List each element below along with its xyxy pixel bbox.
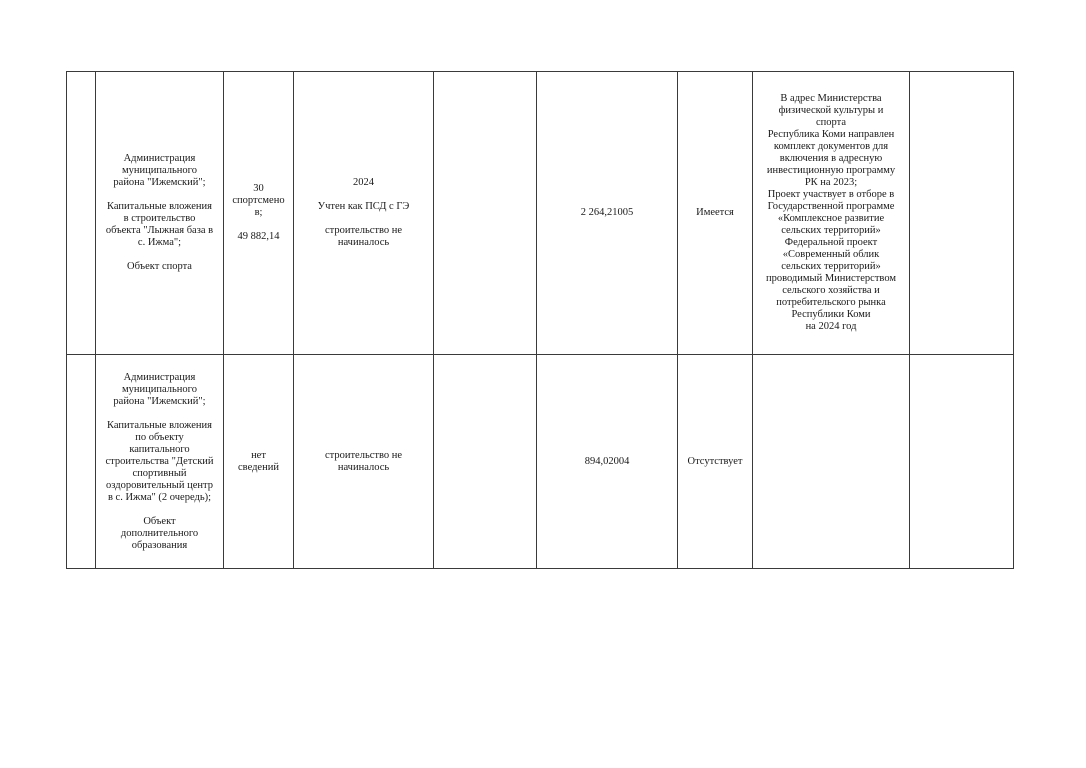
capacity-cell: 30 спортсмено в; 49 882,14 — [224, 72, 294, 355]
table-row — [67, 72, 1014, 355]
object-cell: Администрация муниципального района "Ижемский"; Капитальные вложения в строительство объекта "Лыжная база в с. Ижма"; Объект спорта — [96, 72, 224, 355]
status-cell: строительство не начиналось — [294, 355, 434, 569]
empty-cell — [910, 72, 1014, 355]
note-cell: В адрес Министерства физической культуры и спорта Республика Коми направлен комплект документов для включения в адресную инвестиционную программу РК на 2023; Проект участвует в отборе в Государственной программе «Комплексное развитие сельских территорий» Федеральной проект «Современный облик сельских территорий» проводимый Министерством сельского хозяйства и потребительского рынка Республики Коми на 2024 год — [753, 72, 910, 355]
note-cell — [753, 355, 910, 569]
row-number-cell — [67, 72, 96, 355]
availability-cell: Отсутствует — [678, 355, 753, 569]
object-cell: Администрация муниципального района "Ижемский"; Капитальные вложения по объекту капитального строительства "Детский спортивный оздоровительный центр в с. Ижма" (2 очередь); Объект дополнительного образования — [96, 355, 224, 569]
data-table — [66, 71, 1014, 569]
availability-cell: Имеется — [678, 72, 753, 355]
status-cell: 2024 Учтен как ПСД с ГЭ строительство не начиналось — [294, 72, 434, 355]
empty-cell — [910, 355, 1014, 569]
amount-cell: 2 264,21005 — [537, 72, 678, 355]
amount-cell: 894,02004 — [537, 355, 678, 569]
row-number-cell — [67, 355, 96, 569]
empty-cell — [434, 72, 537, 355]
empty-cell — [434, 355, 537, 569]
capacity-cell: нет сведений — [224, 355, 294, 569]
table-row — [67, 355, 1014, 569]
